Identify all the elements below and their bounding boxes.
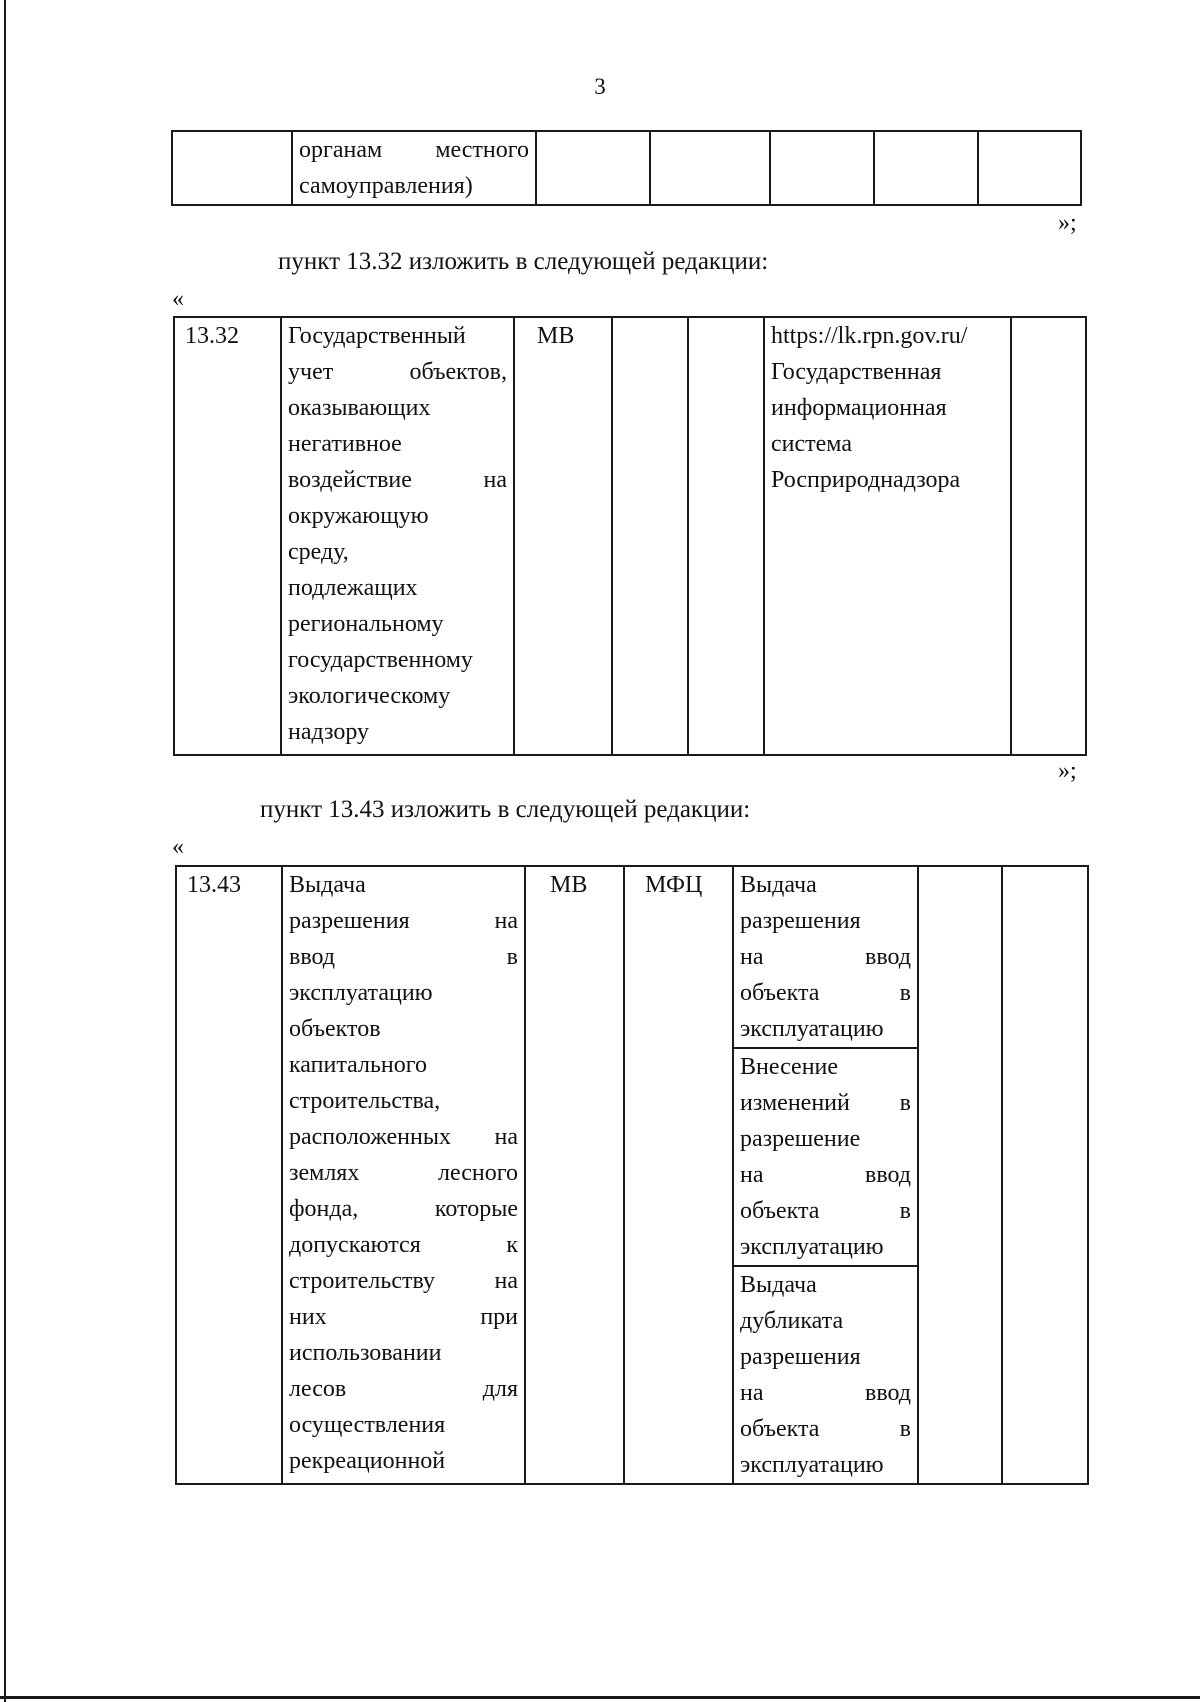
opening-quote: «: [172, 286, 184, 312]
cell-line: Выдача: [289, 872, 366, 898]
cell-line: Государственная: [771, 359, 942, 385]
cell-line: объекта в: [740, 980, 911, 1006]
scan-edge-left: [4, 0, 6, 1702]
cell-line: расположенных на: [289, 1124, 518, 1150]
cell-line: на ввод: [740, 944, 911, 970]
cell-line: органам местного: [299, 137, 529, 163]
cell-number: 13.43: [176, 866, 282, 1484]
cell-line: изменений в: [740, 1090, 911, 1116]
cell-name: [281, 317, 514, 755]
cell-line: фонда, которые: [289, 1196, 518, 1222]
cell-line: разрешения: [740, 1344, 861, 1370]
cell-name: [282, 866, 525, 1484]
cell-empty: [978, 131, 1081, 205]
cell-line: Выдача: [740, 872, 817, 898]
cell-line: экологическому: [288, 683, 451, 709]
page-number: 3: [594, 74, 606, 99]
cell-empty: [1011, 317, 1086, 755]
cell-line: них при: [289, 1304, 518, 1330]
closing-quote: »;: [1058, 210, 1077, 236]
cell-line: среду,: [288, 539, 349, 565]
cell-line: лесов для: [289, 1376, 518, 1402]
cell-line: строительства,: [289, 1088, 441, 1114]
cell-line: объектов: [289, 1016, 381, 1042]
cell-line: государственному: [288, 647, 473, 673]
cell-line: объекта в: [740, 1198, 911, 1224]
cell-line: воздействие на: [288, 467, 507, 493]
cell-line: Внесение: [740, 1054, 839, 1080]
section-intro: пункт 13.32 изложить в следующей редакции:: [278, 248, 769, 275]
scan-edge-bottom: [0, 1696, 1200, 1699]
cell-empty: [688, 317, 764, 755]
table-item-13-43: [175, 865, 1089, 1485]
cell-line: дубликата: [740, 1308, 844, 1334]
table-row: [176, 866, 1088, 1048]
closing-quote: »;: [1058, 758, 1077, 784]
cell-empty: [874, 131, 978, 205]
cell-line: эксплуатацию: [740, 1234, 884, 1260]
cell-line: https://lk.rpn.gov.ru/: [771, 323, 968, 349]
cell-name: [292, 131, 536, 205]
cell-line: разрешения на: [289, 908, 518, 934]
cell-empty: [536, 131, 650, 205]
cell-mv: МВ: [525, 866, 624, 1484]
cell-subservice: [733, 866, 918, 1048]
cell-line: рекреационной: [289, 1448, 446, 1474]
cell-line: окружающую: [288, 503, 429, 529]
cell-number: 13.32: [174, 317, 281, 755]
cell-line: разрешения: [740, 908, 861, 934]
section-intro: пункт 13.43 изложить в следующей редакции:: [260, 796, 751, 823]
cell-empty: [650, 131, 770, 205]
table-row: [172, 131, 1081, 205]
cell-line: учет объектов,: [288, 359, 507, 385]
cell-line: на ввод: [740, 1380, 911, 1406]
cell-line: надзору: [288, 719, 370, 745]
cell-line: ввод в: [289, 944, 518, 970]
cell-number: [172, 131, 292, 205]
cell-line: система: [771, 431, 852, 457]
cell-line: допускаются к: [289, 1232, 518, 1258]
cell-line: Росприроднадзора: [771, 467, 961, 493]
table-continuation: [171, 130, 1082, 206]
cell-line: строительству на: [289, 1268, 518, 1294]
table-row: [174, 317, 1086, 755]
cell-line: капитального: [289, 1052, 427, 1078]
cell-subservice: [733, 1266, 918, 1484]
cell-line: самоуправления): [299, 173, 473, 199]
cell-info: [764, 317, 1011, 755]
cell-line: Государственный: [288, 323, 466, 349]
table-item-13-32: [173, 316, 1087, 756]
opening-quote: «: [172, 834, 184, 860]
cell-line: эксплуатацию: [289, 980, 433, 1006]
cell-subservice: [733, 1048, 918, 1266]
cell-line: использовании: [289, 1340, 442, 1366]
cell-empty: [770, 131, 874, 205]
cell-line: разрешение: [740, 1126, 861, 1152]
cell-line: Выдача: [740, 1272, 817, 1298]
cell-empty: [918, 866, 1002, 1484]
cell-line: негативное: [288, 431, 402, 457]
cell-line: подлежащих: [288, 575, 418, 601]
cell-line: оказывающих: [288, 395, 431, 421]
cell-line: эксплуатацию: [740, 1452, 884, 1478]
cell-empty: [612, 317, 688, 755]
cell-mv: МВ: [514, 317, 612, 755]
cell-line: региональному: [288, 611, 444, 637]
cell-line: информационная: [771, 395, 947, 421]
cell-mfc: МФЦ: [624, 866, 733, 1484]
cell-empty: [1002, 866, 1088, 1484]
cell-line: землях лесного: [289, 1160, 518, 1186]
cell-line: объекта в: [740, 1416, 911, 1442]
cell-line: эксплуатацию: [740, 1016, 884, 1042]
cell-line: осуществления: [289, 1412, 446, 1438]
cell-line: на ввод: [740, 1162, 911, 1188]
